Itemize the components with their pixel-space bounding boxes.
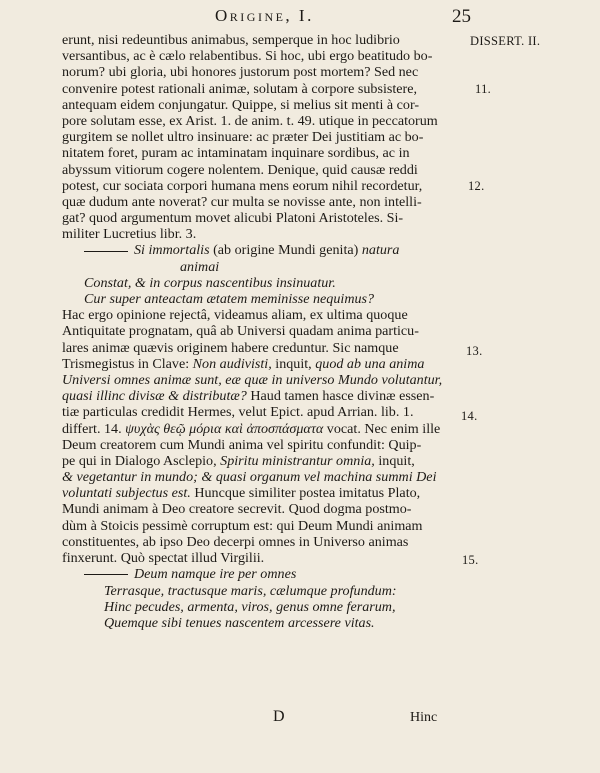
text-line: antequam eidem conjungatur. Quippe, si melius sit menti à cor- xyxy=(62,96,420,113)
quote-line: Quemque sibi tenues nascentem arcessere vitas. xyxy=(104,615,375,632)
text-line xyxy=(62,485,470,501)
margin-note-12: 12. xyxy=(468,179,485,193)
quote-line xyxy=(62,566,470,582)
quote-line xyxy=(62,242,470,258)
text-line xyxy=(62,453,470,469)
text-line: & vegetantur in mundo; & quasi organum vel machina summi Dei xyxy=(62,469,437,486)
text-line: quæ dudum ante noverat? cur multa se novisse ante, non intelli- xyxy=(62,193,422,210)
running-title: Origine, I. xyxy=(215,6,314,25)
text-span: differt. 14. xyxy=(62,420,126,437)
text-line: abyssum vitiorum cogere nolentem. Denique, quid causæ reddi xyxy=(62,161,418,178)
margin-note-13: 13. xyxy=(466,344,483,358)
text-span: Spiritu ministrantur omnia, xyxy=(220,452,375,469)
text-line xyxy=(62,388,470,404)
page-number: 25 xyxy=(452,6,471,27)
text-span: inquit, xyxy=(271,355,316,372)
text-line: finxerunt. Quò spectat illud Virgilii. xyxy=(62,550,265,566)
text-span: quasi illinc divisæ & distributæ? xyxy=(62,388,247,405)
greek-text: ψυχὰς θεῷ μόρια καὶ ἀποσπάσματα xyxy=(125,420,324,437)
margin-note-14: 14. xyxy=(461,409,478,423)
text-line: militer Lucretius libr. 3. xyxy=(62,226,197,243)
text-span: vocat. Nec enim ille xyxy=(323,420,441,437)
text-span: voluntati subjectus est. xyxy=(62,485,191,502)
text-span: quod ab una anima xyxy=(315,355,425,372)
text-span: Haud tamen hasce divinæ essen- xyxy=(246,388,435,405)
quote-text: Deum namque ire per omnes xyxy=(134,566,297,583)
margin-note-11: 11. xyxy=(475,82,492,96)
text-span: pe qui in Dialogo Asclepio, xyxy=(62,452,221,469)
text-body xyxy=(62,32,470,632)
quote-text: natura xyxy=(361,242,400,259)
text-line: Hac ergo opinione rejectâ, videamus aliam, ex ultima quoque xyxy=(62,307,408,324)
text-line: erunt, nisi redeuntibus animabus, semperque in hoc ludibrio xyxy=(62,32,400,48)
text-line: constituentes, ab ipso Deo decerpi omnes in Universo animas xyxy=(62,533,409,550)
text-line: dùm à Stoicis pessimè corruptum est: qui Deum Mundi animam xyxy=(62,517,423,534)
quote-line: Cur super anteactam ætatem meminisse nequimus? xyxy=(84,291,375,307)
text-span: Trismegistus in Clave: xyxy=(62,355,193,372)
text-line: nitatem foret, puram ac intaminatam inquinare sordibus, ac in xyxy=(62,145,410,162)
quote-text: Si immortalis xyxy=(134,242,210,259)
quote-dash xyxy=(84,574,128,575)
quote-dash xyxy=(84,251,128,252)
quote-line: animai xyxy=(180,258,220,275)
text-line: Mundi animam à Deo creatore secrevit. Quod dogma postmo- xyxy=(62,501,412,518)
text-line: tiæ particulas credidit Hermes, velut Epict. apud Arrian. lib. 1. xyxy=(62,404,414,421)
text-line: pore solutam esse, ex Arist. 1. de anim. t. 49. utique in peccatorum xyxy=(62,112,438,129)
quote-line: Terrasque, tractusque maris, cælumque profundum: xyxy=(104,582,397,599)
text-line: gat? quod argumentum movet alicubi Platoni Aristoteles. Si- xyxy=(62,210,404,227)
text-line: potest, cur sociata corpori humana mens eorum nihil recordetur, xyxy=(62,177,423,194)
text-span: Huncque similiter postea imitatus Plato, xyxy=(190,485,421,502)
margin-note-15: 15. xyxy=(462,553,479,567)
text-span: Non audivisti, xyxy=(192,355,272,372)
text-line xyxy=(62,356,470,372)
text-line: versantibus, ac è cælo relabentibus. Si hoc, ubi ergo beatitudo bo- xyxy=(62,48,433,65)
verse-block xyxy=(62,566,470,632)
quote-line: Hinc pecudes, armenta, viros, genus omne ferarum, xyxy=(104,598,396,615)
text-line xyxy=(62,421,470,437)
margin-note-dissert: DISSERT. II. xyxy=(470,34,541,48)
text-line: norum? ubi gloria, ubi honores justorum post mortem? Sed nec xyxy=(62,64,419,81)
quote-line: Constat, & in corpus nascentibus insinuatur. xyxy=(84,274,336,291)
text-line: Deum creatorem cum Mundi anima vel spiritu confundit: Quip- xyxy=(62,436,422,453)
text-line: lares animæ quævis originem habere creduntur. Sic namque xyxy=(62,339,399,356)
text-span: inquit, xyxy=(374,452,415,469)
signature-mark: D xyxy=(273,708,285,725)
text-line: gurgitem se nollet ultro insinuare: ac præter Dei justitiam ac bo- xyxy=(62,129,424,146)
catchword: Hinc xyxy=(410,710,438,725)
quote-text: (ab origine Mundi genita) xyxy=(209,242,362,259)
text-line: convenire potest rationali animæ, solutam à corpore subsistere, xyxy=(62,80,417,97)
text-line: Universi omnes animæ sunt, eæ quæ in universo Mundo volutantur, xyxy=(62,371,443,388)
page-header xyxy=(0,6,600,30)
text-line: Antiquitate prognatam, quâ ab Universi quadam anima particu- xyxy=(62,323,419,340)
